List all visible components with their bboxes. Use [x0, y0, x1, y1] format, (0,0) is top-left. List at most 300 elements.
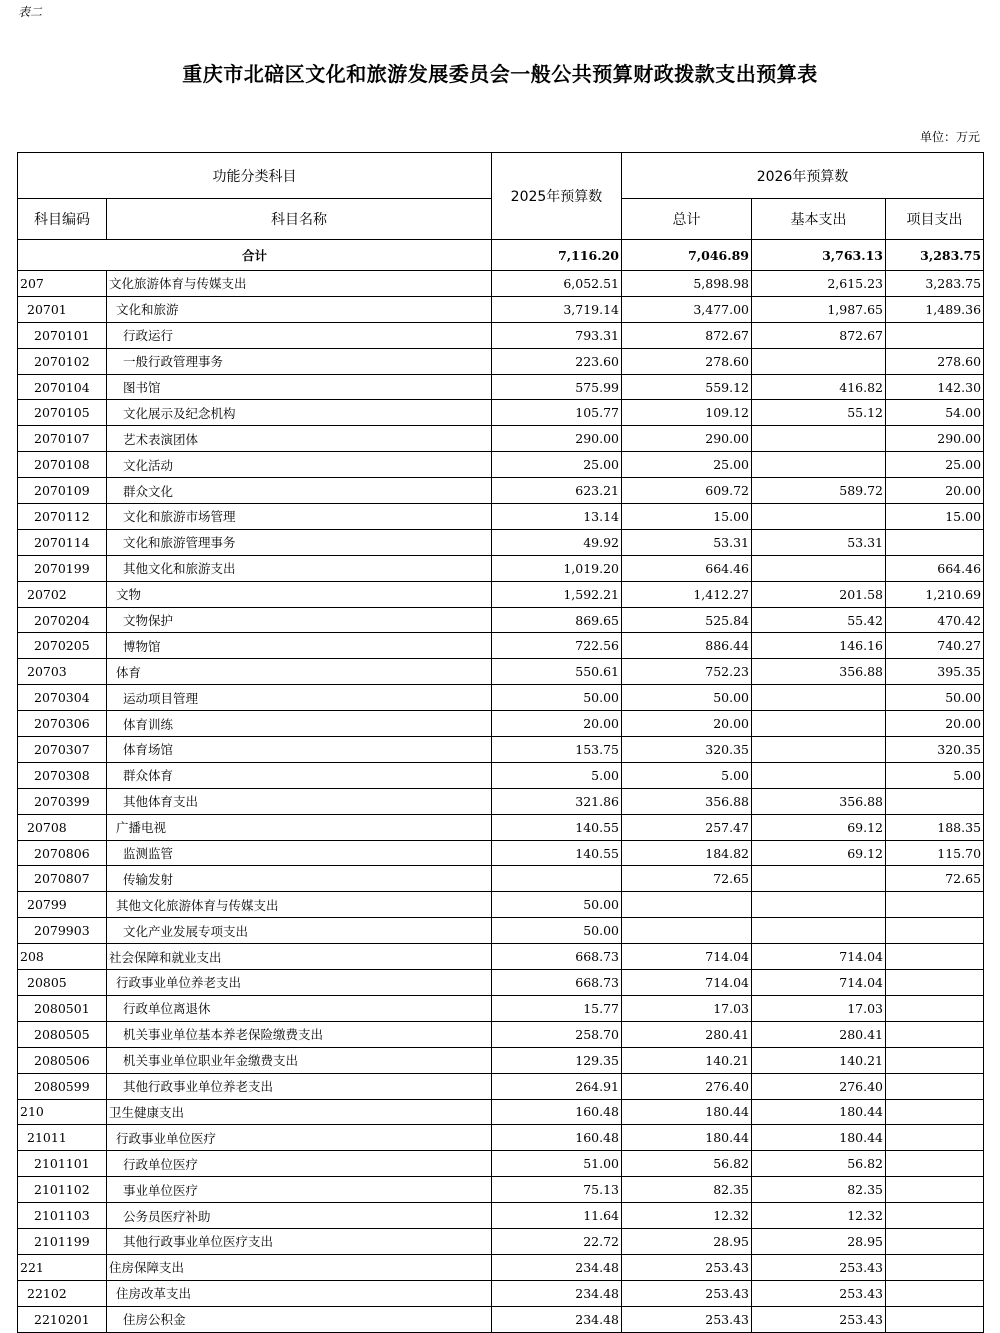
summary-total: 7,046.89: [622, 240, 752, 271]
row-basic: 253.43: [752, 1306, 886, 1332]
row-total: 12.32: [622, 1203, 752, 1229]
row-2025: 722.56: [492, 633, 622, 659]
row-total: 253.43: [622, 1306, 752, 1332]
row-code: 20702: [18, 581, 107, 607]
row-project: 25.00: [886, 452, 984, 478]
table-row: [18, 737, 984, 763]
summary-label: 合计: [18, 240, 492, 271]
row-project: 3,283.75: [886, 271, 984, 297]
table-row: [18, 607, 984, 633]
row-code: 2101199: [18, 1228, 107, 1254]
table-row: [18, 400, 984, 426]
row-total: 257.47: [622, 814, 752, 840]
table-row: [18, 1125, 984, 1151]
row-total: 140.21: [622, 1047, 752, 1073]
table-row: [18, 296, 984, 322]
row-name: 其他行政事业单位养老支出: [107, 1073, 492, 1099]
row-name: 事业单位医疗: [107, 1177, 492, 1203]
row-total: 664.46: [622, 555, 752, 581]
row-2025: 11.64: [492, 1203, 622, 1229]
row-2025: 290.00: [492, 426, 622, 452]
row-2025: 575.99: [492, 374, 622, 400]
row-2025: 50.00: [492, 685, 622, 711]
header-row-1: [18, 153, 984, 199]
row-code: 2070304: [18, 685, 107, 711]
row-total: 278.60: [622, 348, 752, 374]
row-basic: 82.35: [752, 1177, 886, 1203]
row-name: 住房公积金: [107, 1306, 492, 1332]
table-row: [18, 504, 984, 530]
row-2025: 264.91: [492, 1073, 622, 1099]
row-name: 文化产业发展专项支出: [107, 918, 492, 944]
row-name: 机关事业单位职业年金缴费支出: [107, 1047, 492, 1073]
row-basic: 12.32: [752, 1203, 886, 1229]
row-total: 53.31: [622, 529, 752, 555]
row-name: 文化旅游体育与传媒支出: [107, 271, 492, 297]
row-name: 体育: [107, 659, 492, 685]
table-row: [18, 659, 984, 685]
row-project: 320.35: [886, 737, 984, 763]
row-project: 72.65: [886, 866, 984, 892]
row-project: [886, 1047, 984, 1073]
row-name: 行政事业单位医疗: [107, 1125, 492, 1151]
row-project: 20.00: [886, 711, 984, 737]
row-basic: 253.43: [752, 1280, 886, 1306]
row-total: 5,898.98: [622, 271, 752, 297]
row-code: 21011: [18, 1125, 107, 1151]
row-total: 3,477.00: [622, 296, 752, 322]
row-basic: 53.31: [752, 529, 886, 555]
row-2025: [492, 866, 622, 892]
row-2025: 258.70: [492, 1021, 622, 1047]
row-total: 752.23: [622, 659, 752, 685]
header-2025: 2025年预算数: [492, 153, 622, 240]
row-code: 20701: [18, 296, 107, 322]
row-project: [886, 1151, 984, 1177]
row-total: 109.12: [622, 400, 752, 426]
header-name: 科目名称: [107, 199, 492, 240]
row-2025: 160.48: [492, 1099, 622, 1125]
table-row: [18, 1254, 984, 1280]
header-2026: 2026年预算数: [622, 153, 984, 199]
row-basic: [752, 711, 886, 737]
row-name: 群众文化: [107, 478, 492, 504]
row-project: 142.30: [886, 374, 984, 400]
row-total: 25.00: [622, 452, 752, 478]
row-total: 320.35: [622, 737, 752, 763]
row-2025: 623.21: [492, 478, 622, 504]
row-name: 群众体育: [107, 762, 492, 788]
row-total: 20.00: [622, 711, 752, 737]
row-total: 714.04: [622, 970, 752, 996]
row-code: 2070114: [18, 529, 107, 555]
table-number-label: 表二: [18, 5, 43, 19]
table-row: [18, 1047, 984, 1073]
row-basic: 55.12: [752, 400, 886, 426]
row-basic: [752, 762, 886, 788]
row-code: 2070101: [18, 322, 107, 348]
row-code: 2080506: [18, 1047, 107, 1073]
row-basic: [752, 685, 886, 711]
table-row: [18, 788, 984, 814]
row-name: 博物馆: [107, 633, 492, 659]
row-code: 22102: [18, 1280, 107, 1306]
row-2025: 6,052.51: [492, 271, 622, 297]
row-2025: 234.48: [492, 1306, 622, 1332]
table-row: [18, 918, 984, 944]
row-project: [886, 1254, 984, 1280]
row-code: 2070105: [18, 400, 107, 426]
row-project: [886, 1280, 984, 1306]
page-title: 重庆市北碚区文化和旅游发展委员会一般公共预算财政拨款支出预算表: [182, 62, 818, 86]
row-2025: 20.00: [492, 711, 622, 737]
table-row: [18, 452, 984, 478]
row-name: 行政运行: [107, 322, 492, 348]
row-basic: 140.21: [752, 1047, 886, 1073]
row-code: 2080501: [18, 995, 107, 1021]
header-total: 总计: [622, 199, 752, 240]
row-name: 文化展示及纪念机构: [107, 400, 492, 426]
row-basic: 180.44: [752, 1099, 886, 1125]
table-row: [18, 633, 984, 659]
row-2025: 160.48: [492, 1125, 622, 1151]
table-row: [18, 322, 984, 348]
header-code: 科目编码: [18, 199, 107, 240]
row-project: [886, 529, 984, 555]
row-name: 运动项目管理: [107, 685, 492, 711]
row-name: 一般行政管理事务: [107, 348, 492, 374]
row-basic: 201.58: [752, 581, 886, 607]
row-2025: 234.48: [492, 1254, 622, 1280]
row-code: 2070807: [18, 866, 107, 892]
row-basic: 55.42: [752, 607, 886, 633]
table-row: [18, 970, 984, 996]
row-project: [886, 1228, 984, 1254]
row-basic: 589.72: [752, 478, 886, 504]
row-name: 公务员医疗补助: [107, 1203, 492, 1229]
row-total: 72.65: [622, 866, 752, 892]
table-row: [18, 348, 984, 374]
row-2025: 50.00: [492, 918, 622, 944]
row-name: 其他体育支出: [107, 788, 492, 814]
row-2025: 15.77: [492, 995, 622, 1021]
row-basic: 714.04: [752, 944, 886, 970]
row-project: 15.00: [886, 504, 984, 530]
row-2025: 869.65: [492, 607, 622, 633]
row-project: [886, 788, 984, 814]
row-code: 2070306: [18, 711, 107, 737]
header-functional: 功能分类科目: [18, 153, 492, 199]
table-row: [18, 1306, 984, 1332]
row-basic: 714.04: [752, 970, 886, 996]
row-basic: [752, 348, 886, 374]
summary-row: [18, 240, 984, 271]
row-project: [886, 892, 984, 918]
header-project: 项目支出: [886, 199, 984, 240]
row-2025: 223.60: [492, 348, 622, 374]
row-project: [886, 995, 984, 1021]
row-basic: 17.03: [752, 995, 886, 1021]
row-name: 社会保障和就业支出: [107, 944, 492, 970]
row-basic: 69.12: [752, 814, 886, 840]
row-name: 文化和旅游市场管理: [107, 504, 492, 530]
row-name: 文化和旅游管理事务: [107, 529, 492, 555]
row-name: 传输发射: [107, 866, 492, 892]
summary-project: 3,283.75: [886, 240, 984, 271]
table-row: [18, 478, 984, 504]
table-row: [18, 685, 984, 711]
row-2025: 51.00: [492, 1151, 622, 1177]
row-code: 2070806: [18, 840, 107, 866]
row-project: 395.35: [886, 659, 984, 685]
row-total: [622, 918, 752, 944]
row-name: 住房改革支出: [107, 1280, 492, 1306]
row-2025: 550.61: [492, 659, 622, 685]
row-basic: [752, 426, 886, 452]
row-total: 50.00: [622, 685, 752, 711]
row-code: 210: [18, 1099, 107, 1125]
row-basic: 180.44: [752, 1125, 886, 1151]
budget-table: [17, 152, 984, 1333]
table-row: [18, 1203, 984, 1229]
row-name: 图书馆: [107, 374, 492, 400]
row-2025: 1,592.21: [492, 581, 622, 607]
row-name: 其他行政事业单位医疗支出: [107, 1228, 492, 1254]
row-code: 2070104: [18, 374, 107, 400]
row-name: 体育训练: [107, 711, 492, 737]
row-code: 2070107: [18, 426, 107, 452]
row-project: 664.46: [886, 555, 984, 581]
row-2025: 75.13: [492, 1177, 622, 1203]
row-total: 525.84: [622, 607, 752, 633]
row-total: 356.88: [622, 788, 752, 814]
row-project: 20.00: [886, 478, 984, 504]
table-row: [18, 711, 984, 737]
row-2025: 1,019.20: [492, 555, 622, 581]
table-row: [18, 1021, 984, 1047]
table-row: [18, 1177, 984, 1203]
row-project: [886, 1125, 984, 1151]
table-row: [18, 529, 984, 555]
row-2025: 22.72: [492, 1228, 622, 1254]
row-total: 253.43: [622, 1280, 752, 1306]
row-total: 714.04: [622, 944, 752, 970]
header-basic: 基本支出: [752, 199, 886, 240]
table-row: [18, 840, 984, 866]
row-total: 184.82: [622, 840, 752, 866]
row-name: 机关事业单位基本养老保险缴费支出: [107, 1021, 492, 1047]
row-2025: 13.14: [492, 504, 622, 530]
row-project: [886, 1021, 984, 1047]
row-total: 17.03: [622, 995, 752, 1021]
row-basic: 872.67: [752, 322, 886, 348]
row-code: 2210201: [18, 1306, 107, 1332]
row-name: 广播电视: [107, 814, 492, 840]
row-total: 5.00: [622, 762, 752, 788]
row-project: [886, 1099, 984, 1125]
row-code: 2101102: [18, 1177, 107, 1203]
row-code: 2070108: [18, 452, 107, 478]
row-code: 2101103: [18, 1203, 107, 1229]
row-total: 15.00: [622, 504, 752, 530]
row-code: 2070308: [18, 762, 107, 788]
row-total: 290.00: [622, 426, 752, 452]
row-2025: 105.77: [492, 400, 622, 426]
row-2025: 153.75: [492, 737, 622, 763]
row-total: 872.67: [622, 322, 752, 348]
row-basic: 1,987.65: [752, 296, 886, 322]
row-project: [886, 322, 984, 348]
row-code: 20708: [18, 814, 107, 840]
table-row: [18, 995, 984, 1021]
row-name: 文物保护: [107, 607, 492, 633]
row-basic: 28.95: [752, 1228, 886, 1254]
row-name: 行政单位离退休: [107, 995, 492, 1021]
row-2025: 140.55: [492, 814, 622, 840]
table-row: [18, 814, 984, 840]
row-2025: 3,719.14: [492, 296, 622, 322]
row-2025: 49.92: [492, 529, 622, 555]
row-2025: 5.00: [492, 762, 622, 788]
row-2025: 793.31: [492, 322, 622, 348]
row-name: 艺术表演团体: [107, 426, 492, 452]
row-code: 2079903: [18, 918, 107, 944]
row-basic: 416.82: [752, 374, 886, 400]
row-basic: [752, 452, 886, 478]
table-row: [18, 944, 984, 970]
row-project: [886, 944, 984, 970]
row-code: 20703: [18, 659, 107, 685]
row-name: 住房保障支出: [107, 1254, 492, 1280]
row-basic: [752, 866, 886, 892]
row-total: 180.44: [622, 1125, 752, 1151]
row-code: 2101101: [18, 1151, 107, 1177]
row-code: 208: [18, 944, 107, 970]
row-basic: 280.41: [752, 1021, 886, 1047]
row-code: 2070205: [18, 633, 107, 659]
row-2025: 140.55: [492, 840, 622, 866]
row-basic: 356.88: [752, 788, 886, 814]
row-2025: 25.00: [492, 452, 622, 478]
table-row: [18, 555, 984, 581]
row-total: 276.40: [622, 1073, 752, 1099]
row-total: 28.95: [622, 1228, 752, 1254]
row-total: 886.44: [622, 633, 752, 659]
row-project: 1,489.36: [886, 296, 984, 322]
row-code: 2070307: [18, 737, 107, 763]
row-code: 2070109: [18, 478, 107, 504]
row-project: 50.00: [886, 685, 984, 711]
row-code: 2070112: [18, 504, 107, 530]
row-project: [886, 918, 984, 944]
row-basic: [752, 504, 886, 530]
row-basic: 356.88: [752, 659, 886, 685]
row-name: 行政事业单位养老支出: [107, 970, 492, 996]
row-project: [886, 1203, 984, 1229]
row-basic: [752, 555, 886, 581]
row-name: 其他文化和旅游支出: [107, 555, 492, 581]
table-row: [18, 1151, 984, 1177]
row-total: 253.43: [622, 1254, 752, 1280]
table-row: [18, 1099, 984, 1125]
table-row: [18, 426, 984, 452]
row-basic: 253.43: [752, 1254, 886, 1280]
row-code: 20805: [18, 970, 107, 996]
row-basic: [752, 737, 886, 763]
row-2025: 129.35: [492, 1047, 622, 1073]
row-2025: 668.73: [492, 970, 622, 996]
row-project: 740.27: [886, 633, 984, 659]
row-code: 2070199: [18, 555, 107, 581]
row-basic: 276.40: [752, 1073, 886, 1099]
table-row: [18, 374, 984, 400]
row-project: 5.00: [886, 762, 984, 788]
table-row: [18, 1228, 984, 1254]
row-2025: 321.86: [492, 788, 622, 814]
table-row: [18, 1280, 984, 1306]
row-project: [886, 1073, 984, 1099]
table-row: [18, 581, 984, 607]
row-project: [886, 970, 984, 996]
row-code: 2070399: [18, 788, 107, 814]
row-code: 207: [18, 271, 107, 297]
table-row: [18, 271, 984, 297]
row-name: 文化和旅游: [107, 296, 492, 322]
table-row: [18, 762, 984, 788]
row-basic: [752, 918, 886, 944]
row-code: 20799: [18, 892, 107, 918]
row-name: 文化活动: [107, 452, 492, 478]
row-2025: 234.48: [492, 1280, 622, 1306]
row-project: 278.60: [886, 348, 984, 374]
row-basic: 56.82: [752, 1151, 886, 1177]
row-total: 609.72: [622, 478, 752, 504]
row-total: 56.82: [622, 1151, 752, 1177]
row-name: 行政单位医疗: [107, 1151, 492, 1177]
row-project: 470.42: [886, 607, 984, 633]
row-name: 其他文化旅游体育与传媒支出: [107, 892, 492, 918]
row-project: 54.00: [886, 400, 984, 426]
row-name: 卫生健康支出: [107, 1099, 492, 1125]
table-row: [18, 1073, 984, 1099]
table-row: [18, 866, 984, 892]
row-total: [622, 892, 752, 918]
row-basic: 2,615.23: [752, 271, 886, 297]
row-total: 559.12: [622, 374, 752, 400]
row-code: 2070204: [18, 607, 107, 633]
unit-label: 单位：万元: [919, 130, 980, 144]
row-2025: 50.00: [492, 892, 622, 918]
row-code: 2080505: [18, 1021, 107, 1047]
summary-2025: 7,116.20: [492, 240, 622, 271]
row-total: 180.44: [622, 1099, 752, 1125]
table-row: [18, 892, 984, 918]
row-project: 290.00: [886, 426, 984, 452]
row-basic: 146.16: [752, 633, 886, 659]
row-code: 2070102: [18, 348, 107, 374]
row-total: 82.35: [622, 1177, 752, 1203]
row-total: 280.41: [622, 1021, 752, 1047]
row-project: 1,210.69: [886, 581, 984, 607]
row-project: [886, 1177, 984, 1203]
row-name: 监测监管: [107, 840, 492, 866]
row-code: 2080599: [18, 1073, 107, 1099]
row-project: 115.70: [886, 840, 984, 866]
row-code: 221: [18, 1254, 107, 1280]
row-name: 文物: [107, 581, 492, 607]
row-project: [886, 1306, 984, 1332]
row-basic: [752, 892, 886, 918]
